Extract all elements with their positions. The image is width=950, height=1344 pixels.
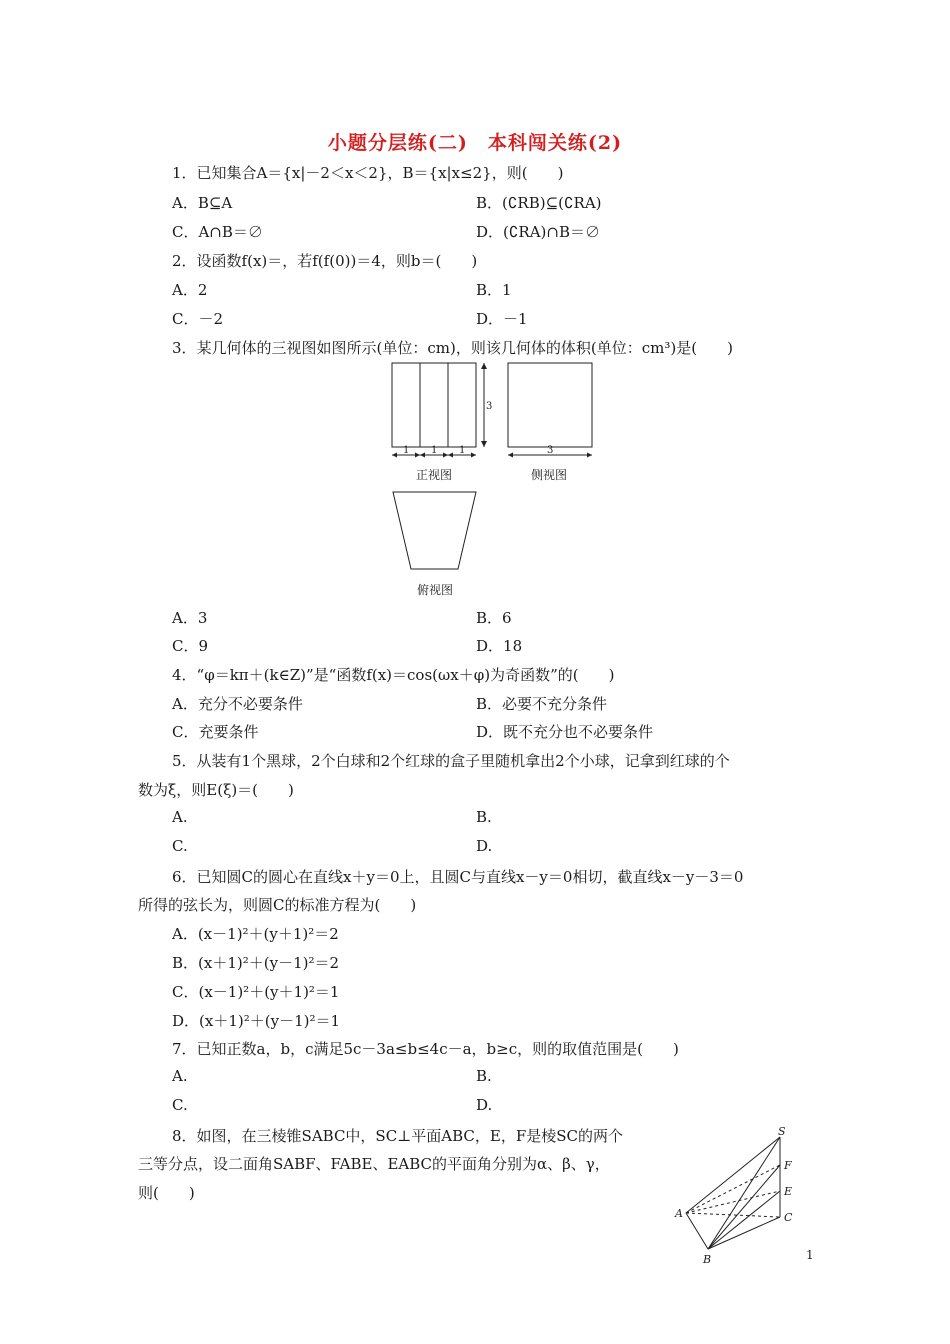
side-view-label: 侧视图: [531, 468, 568, 482]
q8-stem-line1: 8．如图，在三棱锥SABC中，SC⊥平面ABC，E，F是棱SC的两个: [172, 1127, 624, 1145]
q7-stem: 7．已知正数a，b，c满足5c－3a≤b≤4c－a，b≥c，则的取值范围是( ): [172, 1040, 679, 1058]
q2-option-c: C．－2: [172, 310, 224, 328]
q3-option-a: A．3: [172, 609, 208, 627]
q3-option-b: B．6: [476, 609, 512, 627]
q1-option-d: D．(∁RA)∩B＝∅: [476, 223, 600, 241]
q7-option-a: A.: [172, 1067, 188, 1085]
q4-option-d: D．既不充分也不必要条件: [476, 723, 654, 741]
three-view-figure: [380, 355, 620, 605]
page-title: 小题分层练(二) 本科闯关练(2): [327, 132, 623, 154]
q1-option-a: A．B⊆A: [172, 194, 233, 212]
front-view-label: 正视图: [416, 468, 453, 482]
top-view-label: 俯视图: [417, 583, 454, 597]
q5-option-b: B.: [476, 808, 492, 826]
side-view-rect: [508, 363, 592, 447]
q6-stem-line2: 所得的弦长为，则圆C的标准方程为( ): [138, 896, 417, 914]
q6-option-d: D．(x＋1)²＋(y－1)²＝1: [172, 1012, 341, 1030]
page-number: 1: [806, 1248, 814, 1262]
q4-option-a: A．充分不必要条件: [172, 695, 303, 713]
q5-option-d: D.: [476, 837, 493, 855]
q1-option-b: B．(∁RB)⊆(∁RA): [476, 194, 602, 212]
q2-option-a: A．2: [172, 281, 208, 299]
vertex-b-label: B: [703, 1253, 712, 1266]
dim-label-1c: 1: [459, 445, 466, 456]
q8-stem-line3: 则( ): [138, 1184, 195, 1202]
vertex-a-label: A: [675, 1207, 683, 1220]
dim-label-1a: 1: [403, 445, 410, 456]
q4-option-c: C．充要条件: [172, 723, 259, 741]
point-f-label: F: [784, 1159, 792, 1172]
q2-stem: 2．设函数f(x)＝，若f(f(0))＝4，则b＝( ): [172, 252, 478, 270]
q5-stem-line1: 5．从装有1个黑球，2个白球和2个红球的盒子里随机拿出2个小球，记拿到红球的个: [172, 752, 730, 770]
dim-label-1b: 1: [431, 445, 438, 456]
q7-option-c: C.: [172, 1096, 188, 1114]
point-e-label: E: [784, 1185, 793, 1198]
q5-stem-line2: 数为ξ，则E(ξ)＝( ): [138, 781, 294, 799]
q2-option-b: B．1: [476, 281, 512, 299]
q1-option-c: C．A∩B＝∅: [172, 223, 263, 241]
q6-option-c: C．(x－1)²＋(y＋1)²＝1: [172, 983, 340, 1001]
top-view-trapezoid: [393, 492, 476, 569]
q3-option-d: D．18: [476, 637, 523, 655]
q3-stem: 3．某几何体的三视图如图所示(单位：cm)，则该几何体的体积(单位：cm³)是( ): [172, 339, 733, 357]
vertex-c-label: C: [784, 1211, 793, 1224]
q6-option-b: B．(x＋1)²＋(y－1)²＝2: [172, 954, 340, 972]
q4-stem: 4．“φ＝kπ＋(k∈Z)”是“函数f(x)＝cos(ωx＋φ)为奇函数”的( ): [172, 666, 615, 684]
q2-option-d: D．－1: [476, 310, 528, 328]
q6-option-a: A．(x－1)²＋(y＋1)²＝2: [172, 925, 339, 943]
q7-option-d: D.: [476, 1096, 493, 1114]
vertex-s-label: S: [778, 1125, 786, 1138]
q4-option-b: B．必要不充分条件: [476, 695, 608, 713]
dim-label-width: 3: [547, 445, 554, 456]
q1-stem: 1．已知集合A＝{x|－2＜x＜2}，B＝{x|x≤2}，则( ): [172, 164, 564, 182]
q3-option-c: C．9: [172, 637, 209, 655]
dim-label-height: 3: [486, 401, 493, 412]
q7-option-b: B.: [476, 1067, 492, 1085]
q5-option-c: C.: [172, 837, 188, 855]
tetrahedron-figure: [670, 1125, 805, 1275]
front-view-rect: [392, 363, 476, 447]
q8-stem-line2: 三等分点，设二面角SABF、FABE、EABC的平面角分别为α、β、γ，: [138, 1155, 610, 1173]
q5-option-a: A.: [172, 808, 188, 826]
q6-stem-line1: 6．已知圆C的圆心在直线x＋y＝0上，且圆C与直线x－y＝0相切，截直线x－y－3＝0: [172, 868, 744, 886]
